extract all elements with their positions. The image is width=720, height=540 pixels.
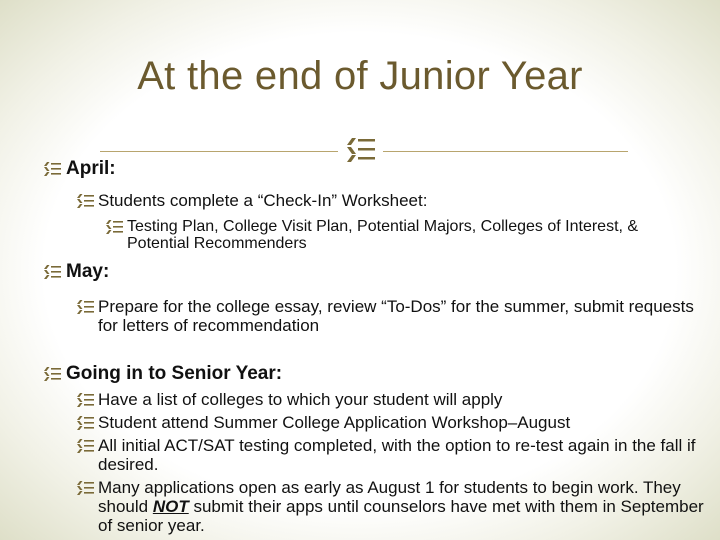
- bullet-icon: [106, 220, 123, 234]
- bullet-icon: [77, 416, 94, 430]
- list-item: [14, 390, 714, 409]
- section-heading-text: April:: [66, 158, 116, 179]
- list-item-text: Student attend Summer College Application Workshop–August: [98, 413, 571, 432]
- list-item-emphasis: NOT: [152, 497, 189, 516]
- list-item: [14, 478, 714, 535]
- section-heading-senior-year: [14, 363, 714, 384]
- list-item-text: Prepare for the college essay, review “To-Dos” for the summer, submit requests for letters of recommendation: [98, 297, 694, 335]
- bullet-icon: [77, 439, 94, 453]
- bullet-icon: [44, 162, 61, 176]
- list-item-text-before: Many applications open as early as August 1 for students to begin work. They should: [98, 478, 681, 516]
- section-heading-april: [14, 158, 714, 179]
- section-heading-text: May:: [66, 261, 110, 282]
- list-item-text: Students complete a “Check-In” Worksheet:: [98, 191, 428, 210]
- slide-body: [14, 150, 714, 535]
- list-item: [14, 297, 714, 335]
- list-item: [14, 436, 714, 474]
- list-item-text: Have a list of colleges to which your student will apply: [98, 390, 503, 409]
- sub-list-item: [14, 218, 714, 252]
- sub-list-item-text: Testing Plan, College Visit Plan, Potential Majors, Colleges of Interest, & Potential Recommenders: [127, 218, 639, 252]
- bullet-icon: [44, 265, 61, 279]
- list-item-text: All initial ACT/SAT testing completed, with the option to re-test again in the fall if desired.: [98, 436, 696, 474]
- bullet-icon: [77, 393, 94, 407]
- bullet-icon: [44, 367, 61, 381]
- slide-title: At the end of Junior Year: [137, 54, 583, 98]
- section-heading-may: [14, 261, 714, 282]
- bullet-icon: [77, 300, 94, 314]
- bullet-icon: [77, 194, 94, 208]
- list-item: [14, 191, 714, 210]
- list-item-text-after: submit their apps until counselors have met with them in September of senior year.: [98, 497, 704, 535]
- section-heading-text: Going in to Senior Year:: [66, 363, 283, 384]
- list-item: [14, 413, 714, 432]
- bullet-icon: [77, 481, 94, 495]
